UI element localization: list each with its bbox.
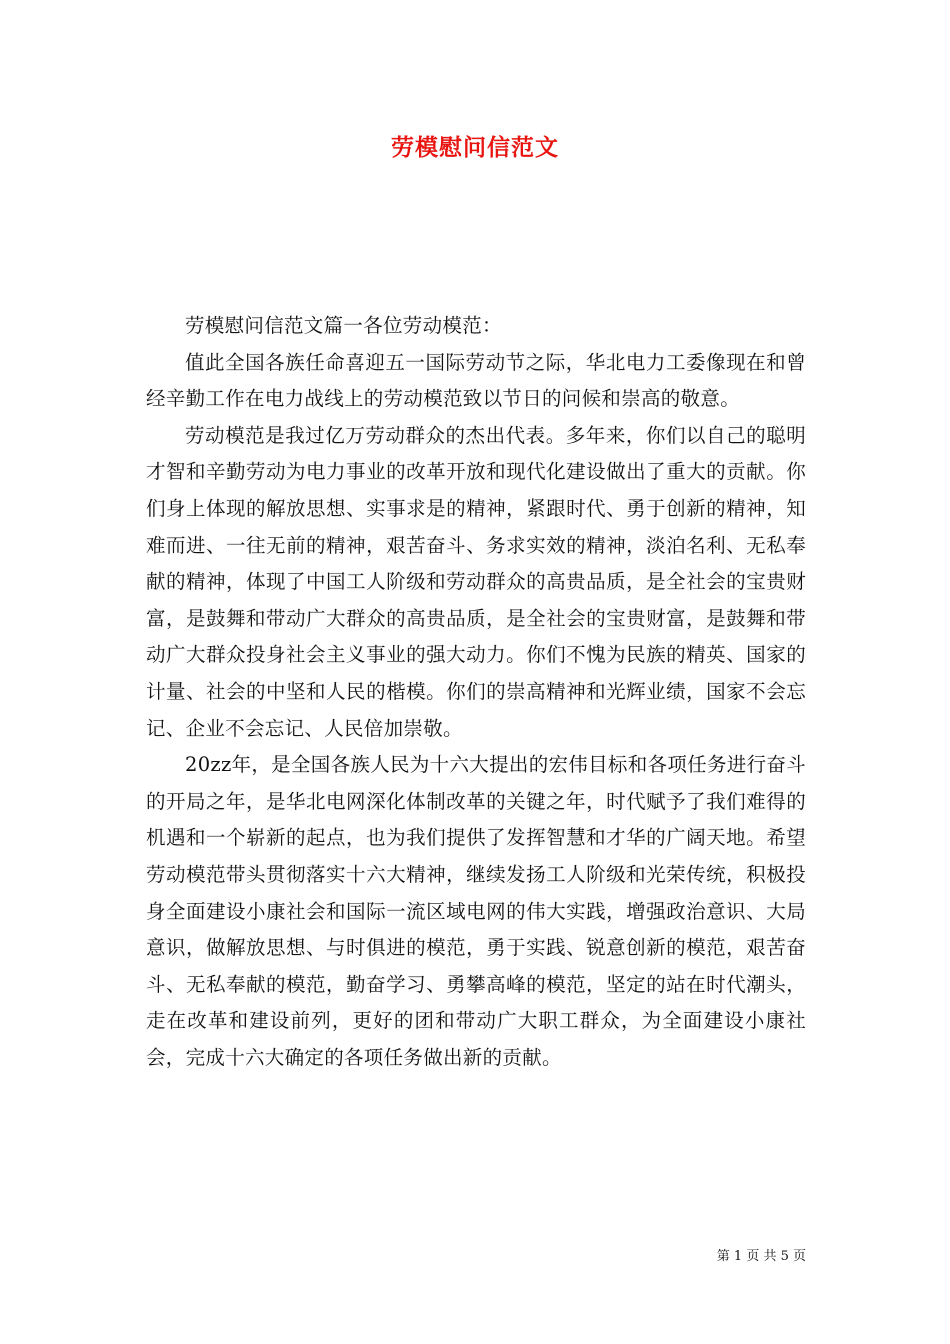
body-paragraph-2: 劳动模范是我过亿万劳动群众的杰出代表。多年来，你们以自己的聪明才智和辛勤劳动为电力事业的改革开放和现代化建设做出了重大的贡献。你们身上体现的解放思想、实事求是的精神，紧跟时代、勇于创新的精神，知难而进、一往无前的精神，艰苦奋斗、务求实效的精神，淡泊名利、无私奉献的精神，体现了中国工人阶级和劳动群众的高贵品质，是全社会的宝贵财富，是鼓舞和带动广大群众的高贵品质，是全社会的宝贵财富，是鼓舞和带动广大群众投身社会主义事业的强大动力。你们不愧为民族的精英、国家的计量、社会的中坚和人民的楷模。你们的崇高精神和光辉业绩，国家不会忘记、企业不会忘记、人民倍加崇敬。 (146, 423, 806, 740)
body-paragraph-3: 20zz年，是全国各族人民为十六大提出的宏伟目标和各项任务进行奋斗的开局之年，是华北电网深化体制改革的关键之年，时代赋予了我们难得的机遇和一个崭新的起点，也为我们提供了发挥智慧和才华的广阔天地。希望劳动模范带头贯彻落实十六大精神，继续发扬工人阶级和光荣传统，积极投身全面建设小康社会和国际一流区域电网的伟大实践，增强政治意识、大局意识，做解放思想、与时俱进的模范，勇于实践、锐意创新的模范，艰苦奋斗、无私奉献的模范，勤奋学习、勇攀高峰的模范，坚定的站在时代潮头，走在改革和建设前列，更好的团和带动广大职工群众，为全面建设小康社会，完成十六大确定的各项任务做出新的贡献。 (146, 753, 806, 1069)
document-body (146, 308, 806, 1076)
document-title: 劳模慰问信范文 (391, 134, 559, 161)
page-number-footer: 第 1 页 共 5 页 (716, 1249, 806, 1264)
salutation-paragraph: 劳模慰问信范文篇一各位劳动模范： (185, 314, 502, 337)
body-paragraph-1: 值此全国各族任命喜迎五一国际劳动节之际，华北电力工委像现在和曾经辛勤工作在电力战线上的劳动模范致以节日的问候和崇高的敬意。 (146, 350, 806, 411)
